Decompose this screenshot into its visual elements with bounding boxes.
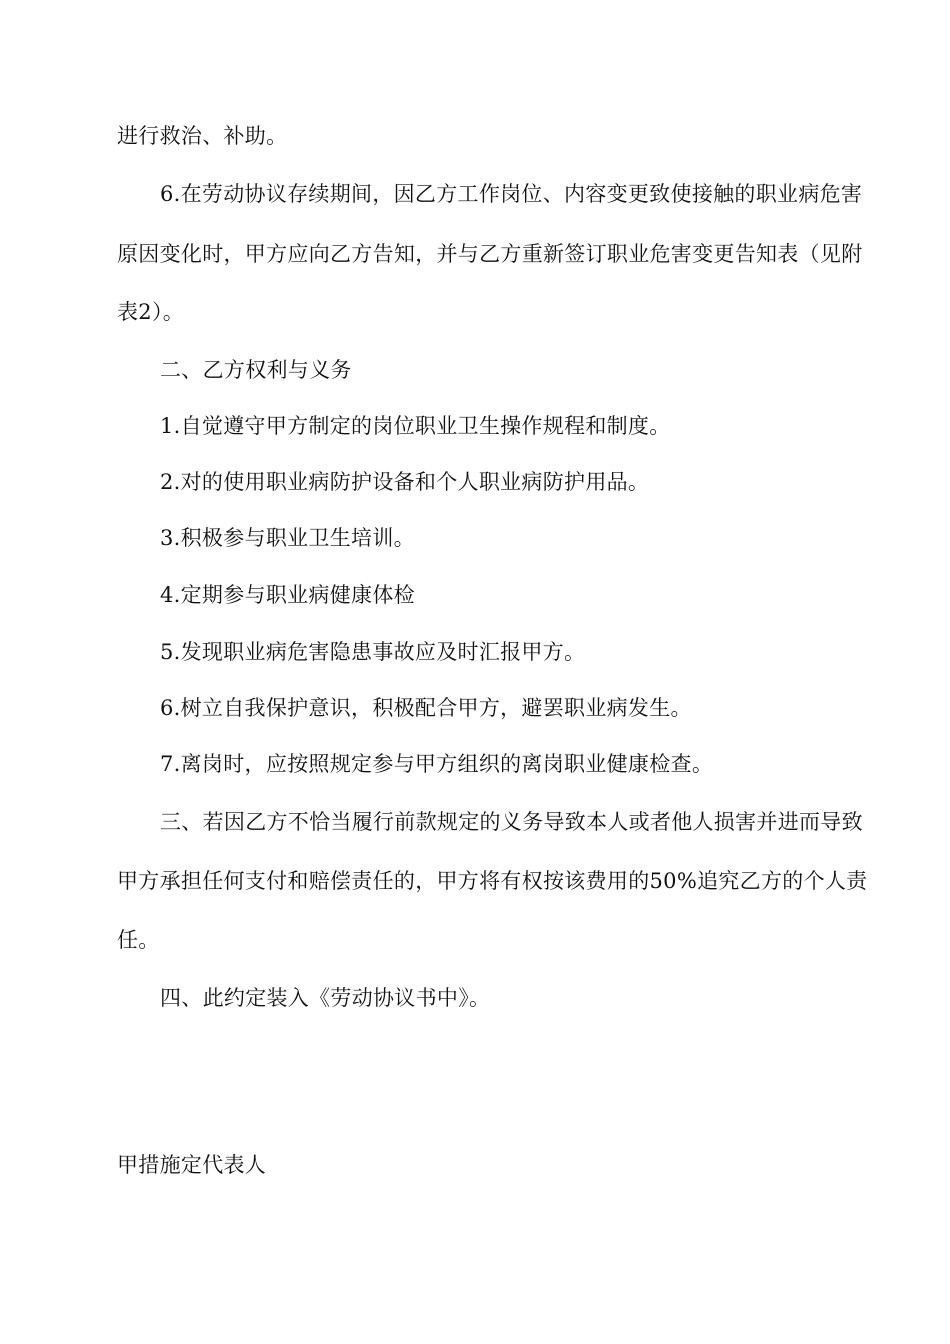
section-heading-2: 二、乙方权利与义务 <box>160 358 352 382</box>
duty-item-2: 2.对的使用职业病防护设备和个人职业病防护用品。 <box>160 470 650 494</box>
section-3-line-1: 三、若因乙方不恰当履行前款规定的义务导致本人或者他人损害并进而导致 <box>160 810 863 834</box>
duty-item-1: 1.自觉遵守甲方制定的岗位职业卫生操作规程和制度。 <box>160 414 671 438</box>
clause-6-line-3: 表2）。 <box>117 300 185 324</box>
duty-item-3: 3.积极参与职业卫生培训。 <box>160 526 415 550</box>
section-3-line-3: 任。 <box>117 928 160 952</box>
clause-6-line-2: 原因变化时，甲方应向乙方告知，并与乙方重新签订职业危害变更告知表（见附 <box>117 242 863 266</box>
duty-item-7: 7.离岗时，应按照规定参与甲方组织的离岗职业健康检查。 <box>160 752 714 776</box>
duty-item-5: 5.发现职业病危害隐患事故应及时汇报甲方。 <box>160 640 586 664</box>
section-3-line-2: 甲方承担任何支付和赔偿责任的，甲方将有权按该费用的50%追究乙方的个人责 <box>117 869 868 893</box>
section-4-line: 四、此约定装入《劳动协议书中》。 <box>160 986 491 1010</box>
paragraph-line: 进行救治、补助。 <box>117 124 288 148</box>
duty-item-6: 6.树立自我保护意识，积极配合甲方，避罢职业病发生。 <box>160 696 692 720</box>
clause-6-line-1: 6.在劳动协议存续期间，因乙方工作岗位、内容变更致使接触的职业病危害 <box>160 182 863 206</box>
duty-item-4: 4.定期参与职业病健康体检 <box>160 583 415 607</box>
signature-label: 甲措施定代表人 <box>117 1153 267 1177</box>
